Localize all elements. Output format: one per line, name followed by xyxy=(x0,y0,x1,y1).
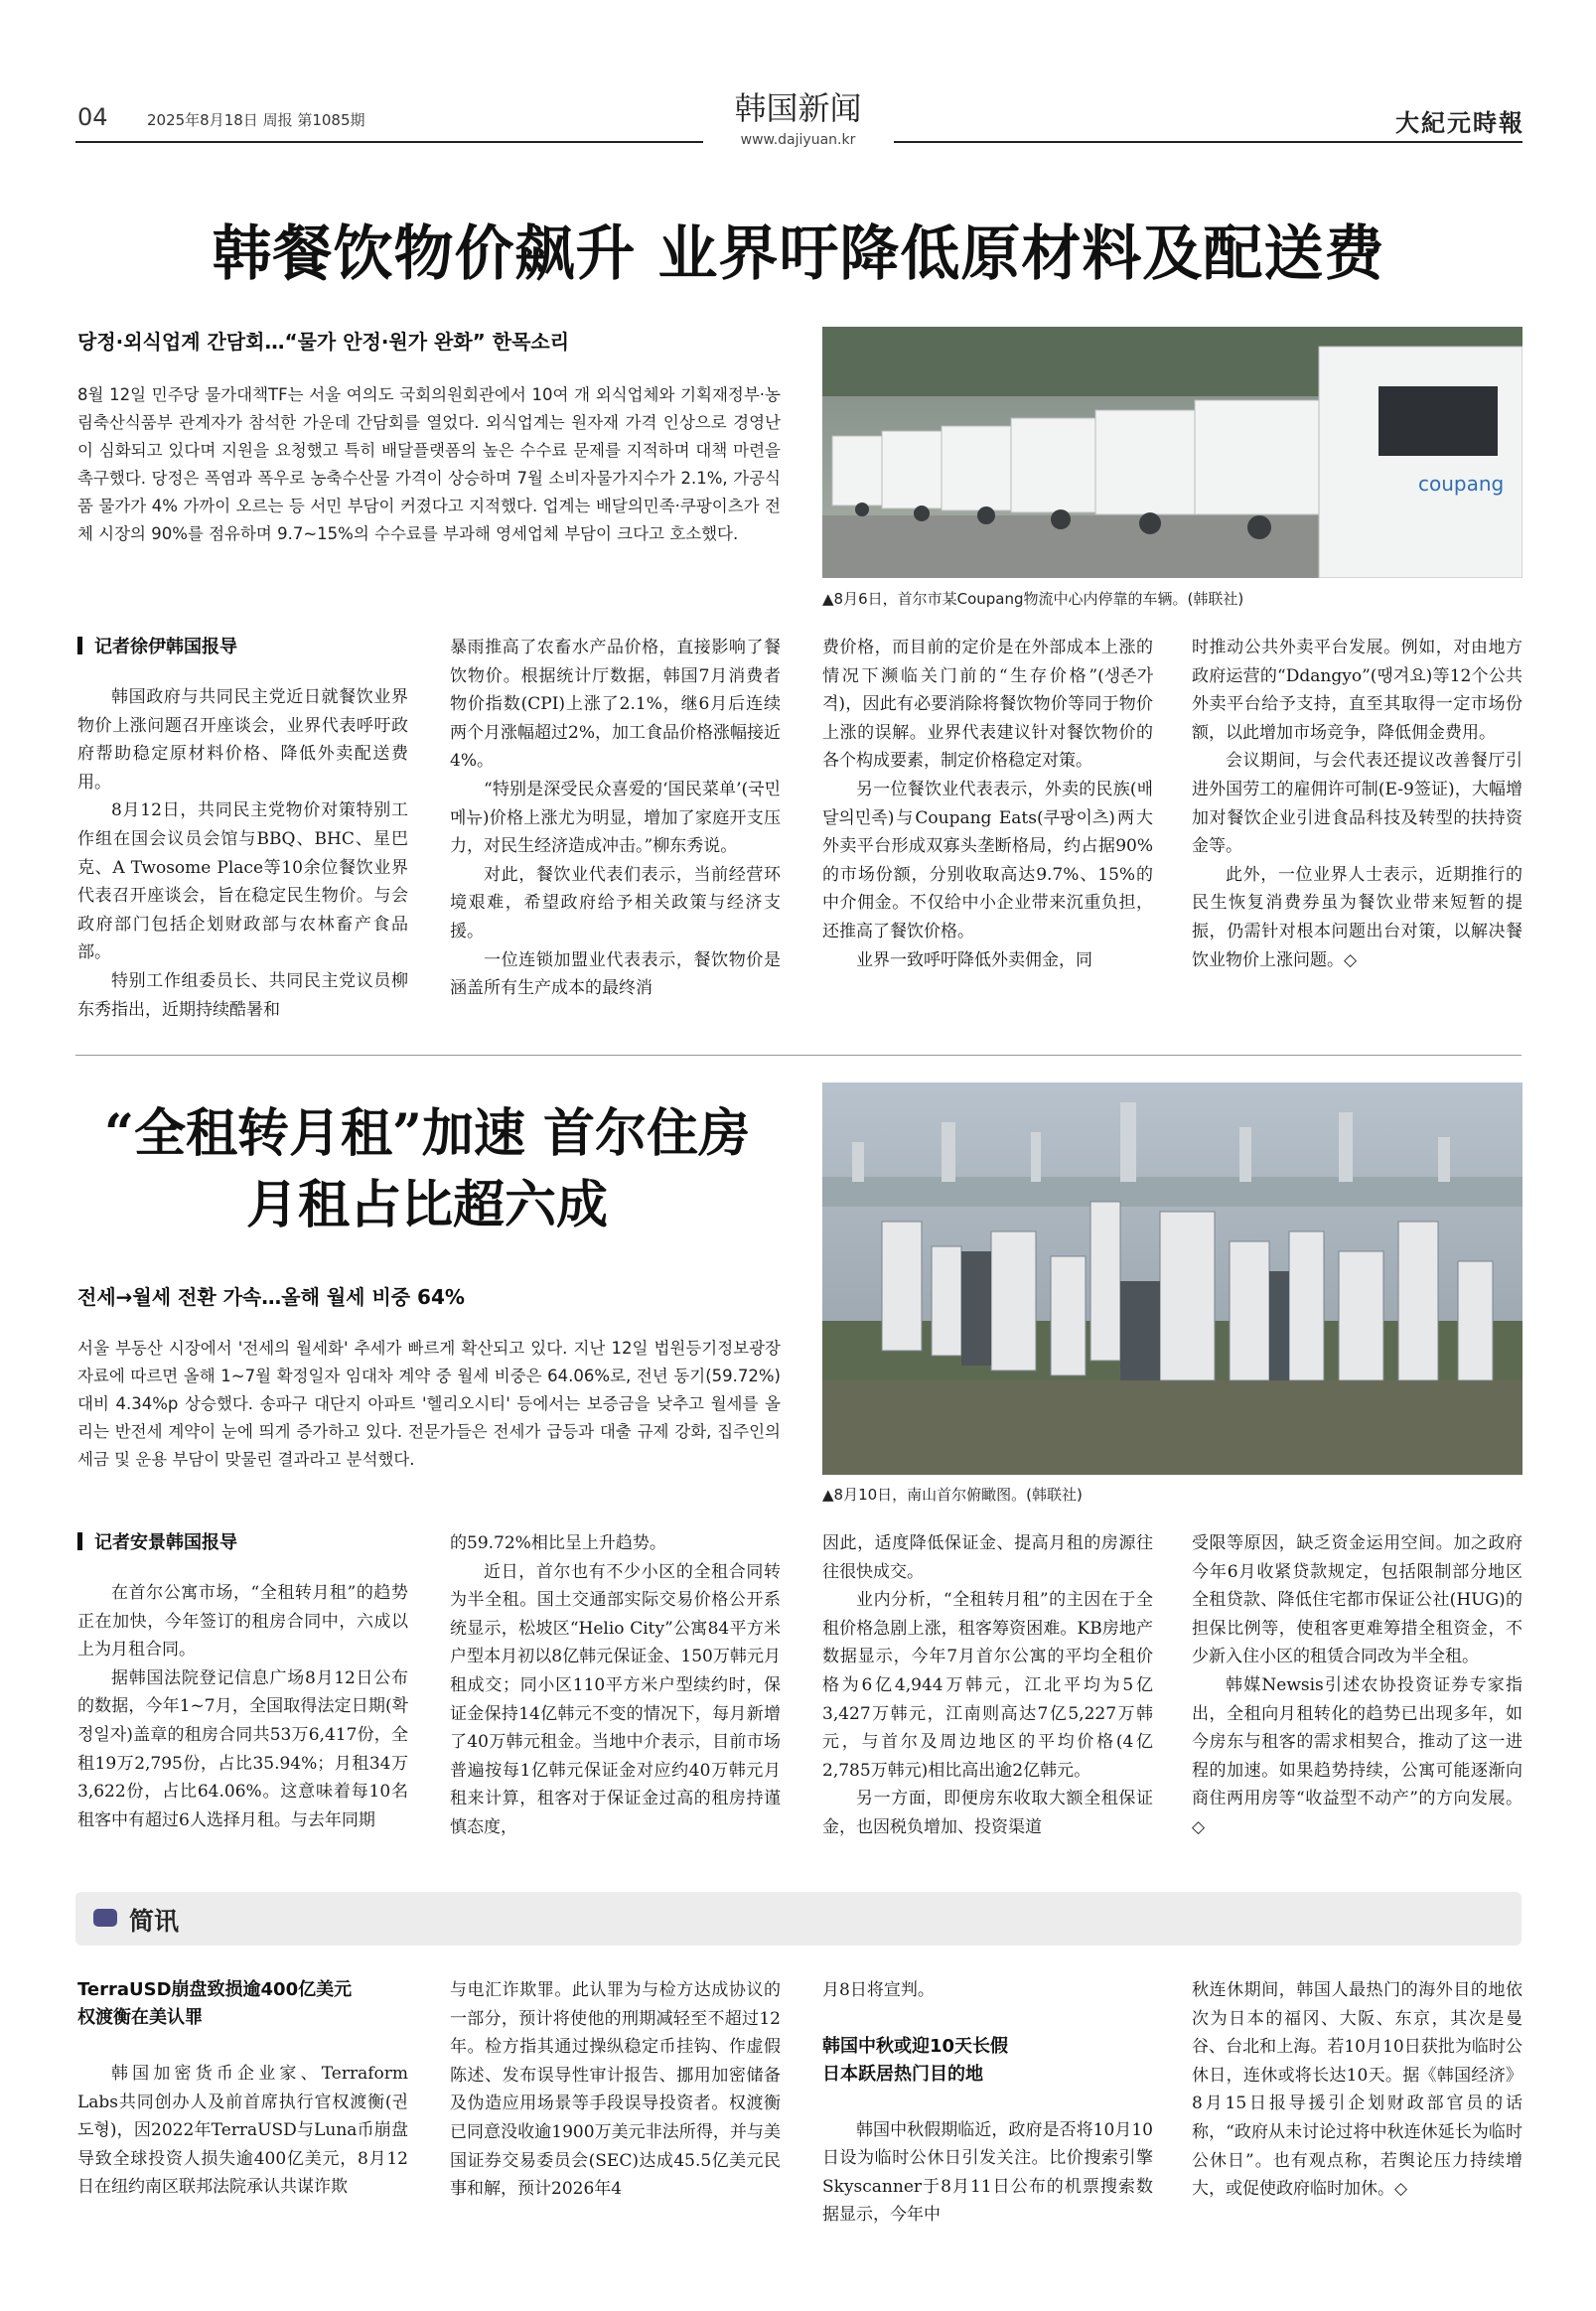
section-title: 韩国新闻 xyxy=(734,89,862,127)
speech-bubble-icon xyxy=(93,1909,117,1927)
issue-date: 2025年8月18日 周报 第1085期 xyxy=(147,111,365,129)
paragraph: 特别工作组委员长、共同民主党议员柳东秀指出，近期持续酷暑和 xyxy=(77,970,408,1020)
article1-column-3 xyxy=(822,634,1153,974)
article1-byline-text: 记者徐伊韩国报导 xyxy=(94,637,237,657)
briefs-title: 简讯 xyxy=(129,1907,180,1936)
article2-photo xyxy=(822,1083,1523,1475)
brief2-title-line2: 日本跃居热门目的地 xyxy=(822,2063,983,2085)
paragraph: 另一方面，即便房东收取大额全租保证金，也因税负增加、投资渠道 xyxy=(822,1789,1153,1837)
paragraph: 会议期间，与会代表还提议改善餐厅引进外国劳工的雇佣许可制(E-9签证)，大幅增加对餐饮企业引进食品科技及转型的扶持资金等。 xyxy=(1192,751,1523,857)
article2-headline-line1: “全租转月租”加速 首尔住房 xyxy=(104,1103,750,1164)
page-number: 04 xyxy=(77,103,108,131)
article2-column-4 xyxy=(1192,1529,1523,1842)
paragraph: 的59.72%相比呈上升趋势。 xyxy=(450,1533,666,1553)
paragraph: 近日，首尔也有不少小区的全租合同转为半全租。国土交通部实际交易价格公开系统显示，松坡区“Helio City”公寓84平方米户型本月初以8亿韩元保证金、150万韩元月租成交；同小区110平方米户型续约时，保证金保持14亿韩元不变的情况下，每月新增了40万韩元租金。当地中介表示，目前市场普遍按每1亿韩元保证金对应约40万韩元月租来计算，租客对于保证金过高的租房持谨慎态度， xyxy=(450,1561,781,1837)
header-rule-right xyxy=(894,141,1523,143)
briefs-band xyxy=(75,1892,1522,1946)
newspaper-logo: 大紀元時報 xyxy=(1395,108,1524,137)
header-rule-left xyxy=(75,141,703,143)
article2-photo-caption: ▲8月10日，南山首尔俯瞰图。(韩联社) xyxy=(822,1486,1083,1504)
article1-column-1 xyxy=(77,634,408,1024)
article1-photo-caption: ▲8月6日，首尔市某Coupang物流中心内停靠的车辆。(韩联社) xyxy=(822,590,1244,608)
paragraph: 韩媒Newsis引述农协投资证券专家指出，全租向月租转化的趋势已出现多年，如今房东与租客的需求相契合，推动了这一进程的加速。如果趋势持续，公寓可能逐渐向商住两用房等“收益型不动产”的方向发展。◇ xyxy=(1192,1674,1523,1837)
article2-headline-line2: 月租占比超六成 xyxy=(245,1175,608,1235)
brief1-title-line1: TerraUSD崩盘致损逾400亿美元 xyxy=(77,1979,353,2000)
article1-headline: 韩餐饮物价飙升 业界吁降低原材料及配送费 xyxy=(212,219,1385,289)
paragraph: 业内分析，“全租转月租”的主因在于全租价格急剧上涨，租客筹资困难。KB房地产数据显示，今年7月首尔公寓的平均全租价格为6亿4,944万韩元，江北平均为5亿3,427万韩元，江南则高达7亿5,227万韩元，与首尔及周边地区的平均价格(4亿2,785万韩元)相比高出逾2亿韩元。 xyxy=(822,1590,1153,1781)
site-url[interactable]: www.dajiyuan.kr xyxy=(740,132,856,148)
article2-column-3 xyxy=(822,1529,1153,1842)
truck-brand-text: coupang xyxy=(1418,472,1505,496)
article1-column-4 xyxy=(1192,634,1523,974)
paragraph: 受限等原因，缺乏资金运用空间。加之政府今年6月收紧贷款规定，包括限制部分地区全租贷款、降低住宅都市保证公社(HUG)的担保比例等，使租客更难筹措全租资金，不少新入住小区的租赁合同改为半全租。 xyxy=(1192,1533,1523,1667)
paragraph: “特别是深受民众喜爱的‘国民菜单’(국민 메뉴)价格上涨尤为明显，增加了家庭开支压力，对民生经济造成冲击。”柳东秀说。 xyxy=(450,779,781,857)
article2-column-2 xyxy=(450,1529,781,1842)
paragraph: 此外，一位业界人士表示，近期推行的民生恢复消费券虽为餐饮业带来短暂的提振，仍需针对根本问题出台对策，以解决餐饮业物价上涨问题。◇ xyxy=(1192,864,1523,970)
byline-bar xyxy=(77,1532,82,1550)
article1-byline xyxy=(77,634,408,661)
paragraph: 月8日将宣判。 xyxy=(822,1980,935,2000)
article-divider xyxy=(75,1055,1522,1056)
article2-korean-summary: 서울 부동산 시장에서 '전세의 월세화' 추세가 빠르게 확산되고 있다. 지난 12일 법원등기정보광장 자료에 따르면 올해 1~7월 확정일자 임대차 계약 중 월세 비중은 64.06%로, 전년 동기(59.72%) 대비 4.34%p 상승했다. 송파구 대단지 아파트 '헬리오시티' 등에서는 보증금을 낮추고 월세를 올리는 반전세 계약이 눈에 띄게 증가하고 있다. 전문가들은 전세가 급등과 대출 규제 강화, 집주인의 세금 및 운용 부담이 맞물린 결과라고 분석했다. xyxy=(77,1339,781,1469)
paragraph: 韩国政府与共同民主党近日就餐饮业界物价上涨问题召开座谈会，业界代表呼吁政府帮助稳定原材料价格、降低外卖配送费用。 xyxy=(77,687,408,793)
paragraph: 另一位餐饮业代表表示，外卖的民族(배달의민족)与Coupang Eats(쿠팡이츠)两大外卖平台形成双寡头垄断格局，约占据90%的市场份额，分别收取高达9.7%、15%的中介佣金。不仅给中小企业带来沉重负担，还推高了餐饮价格。 xyxy=(822,779,1153,941)
byline-bar xyxy=(77,637,82,654)
paragraph: 8月12日，共同民主党物价对策特别工作组在国会议员会馆与BBQ、BHC、星巴克、A Twosome Place等10余位餐饮业界代表召开座谈会，旨在稳定民生物价。与会政府部门包括企划财政部与农林畜产食品部。 xyxy=(77,800,408,963)
paragraph: 费价格，而目前的定价是在外部成本上涨的情况下濒临关门前的“生存价格”(생존가격)，因此有必要消除将餐饮物价等同于物价上涨的误解。业界代表建议针对餐饮物价的各个构成要素，制定价格稳定对策。 xyxy=(822,638,1153,772)
brief2-column-4 xyxy=(1192,1976,1523,2204)
brief2-title-line1: 韩国中秋或迎10天长假 xyxy=(822,2035,1009,2057)
article1-column-2 xyxy=(450,634,781,1003)
paragraph: 在首尔公寓市场，“全租转月租”的趋势正在加快，今年签订的租房合同中，六成以上为月租合同。 xyxy=(77,1583,408,1661)
article2-column-1 xyxy=(77,1529,408,1834)
brief1-title-line2: 权渡衡在美认罪 xyxy=(77,2007,203,2028)
article2-byline xyxy=(77,1529,408,1557)
article1-korean-summary: 8월 12일 민주당 물가대책TF는 서울 여의도 국회의원회관에서 10여 개 외식업체와 기획재정부·농림축산식품부 관계자가 참석한 가운데 간담회를 열었다. 외식업계는 원자재 가격 인상으로 경영난이 심화되고 있다며 지원을 요청했고 특히 배달플랫폼의 높은 수수료 문제를 지적하며 대책 마련을 촉구했다. 당정은 폭염과 폭우로 농축수산물 가격이 상승하며 7월 소비자물가지수가 2.1%, 가공식품 물가가 4% 가까이 오르는 등 서민 부담이 커졌다고 지적했다. 업계는 배달의민족·쿠팡이츠가 전체 시장의 90%를 점유하며 9.7~15%의 수수료를 부과해 영세업체 부담이 크다고 호소했다. xyxy=(77,385,781,543)
article1-photo xyxy=(822,327,1523,578)
paragraph: 因此，适度降低保证金、提高月租的房源往往很快成交。 xyxy=(822,1533,1153,1582)
paragraph: 时推动公共外卖平台发展。例如，对由地方政府运营的“Ddangyo”(땡겨요)等12个公共外卖平台给予支持，直至其取得一定市场份额，以此增加市场竞争，降低佣金费用。 xyxy=(1192,638,1523,743)
paragraph: 韩国加密货币企业家、Terraform Labs共同创办人及前首席执行官权渡衡(권도형)，因2022年TerraUSD与Luna币崩盘导致全球投资人损失逾400亿美元，8月12日在纽约南区联邦法院承认共谋诈欺 xyxy=(77,2064,408,2198)
brief1-column-1 xyxy=(77,1976,408,2202)
paragraph: 对此，餐饮业代表们表示，当前经营环境艰难，希望政府给予相关政策与经济支援。 xyxy=(450,864,781,941)
paragraph: 据韩国法院登记信息广场8月12日公布的数据，今年1~7月，全国取得法定日期(확정일자)盖章的租房合同共53万6,417份，全租19万2,795份，占比35.94%；月租34万3,622份，占比64.06%。这意味着每10名租客中有超过6人选择月租。与去年同期 xyxy=(77,1667,408,1830)
brief-column-3 xyxy=(822,1976,1153,2230)
paragraph: 秋连休期间，韩国人最热门的海外目的地依次为日本的福冈、大阪、东京，其次是曼谷、台北和上海。若10月10日获批为临时公休日，连休或将长达10天。据《韩国经济》8月15日报导援引企划财政部官员的话称，“政府从未讨论过将中秋连休延长为临时公休日”。也有观点称，若舆论压力持续增大，或促使政府临时加休。◇ xyxy=(1192,1980,1523,2200)
article1-korean-subhead: 당정·외식업계 간담회…“물가 안정·원가 완화” 한목소리 xyxy=(77,330,570,354)
paragraph: 业界一致呼吁降低外卖佣金，同 xyxy=(856,949,1092,970)
paragraph: 一位连锁加盟业代表表示，餐饮物价是涵盖所有生产成本的最终消 xyxy=(450,949,781,999)
paragraph: 韩国中秋假期临近，政府是否将10月10日设为临时公休日引发关注。比价搜索引擎Skyscanner于8月11日公布的机票搜索数据显示，今年中 xyxy=(822,2119,1153,2226)
paragraph: 暴雨推高了农畜水产品价格，直接影响了餐饮物价。根据统计厅数据，韩国7月消费者物价指数(CPI)上涨了2.1%，继6月后连续两个月涨幅超过2%，加工食品价格涨幅接近4%。 xyxy=(450,638,781,772)
article2-korean-subhead: 전세→월세 전환 가속…올해 월세 비중 64% xyxy=(77,1285,465,1309)
paragraph: 与电汇诈欺罪。此认罪为与检方达成协议的一部分，预计将使他的刑期减轻至不超过12年。检方指其通过操纵稳定币挂钩、作虚假陈述、发布误导性审计报告、挪用加密储备及伪造应用场景等手段误导投资者。权渡衡已同意没收逾1900万美元非法所得，并与美国证券交易委员会(SEC)达成45.5亿美元民事和解，预计2026年4 xyxy=(450,1980,781,2200)
brief1-column-2 xyxy=(450,1976,781,2204)
article2-byline-text: 记者安景韩国报导 xyxy=(94,1532,237,1553)
